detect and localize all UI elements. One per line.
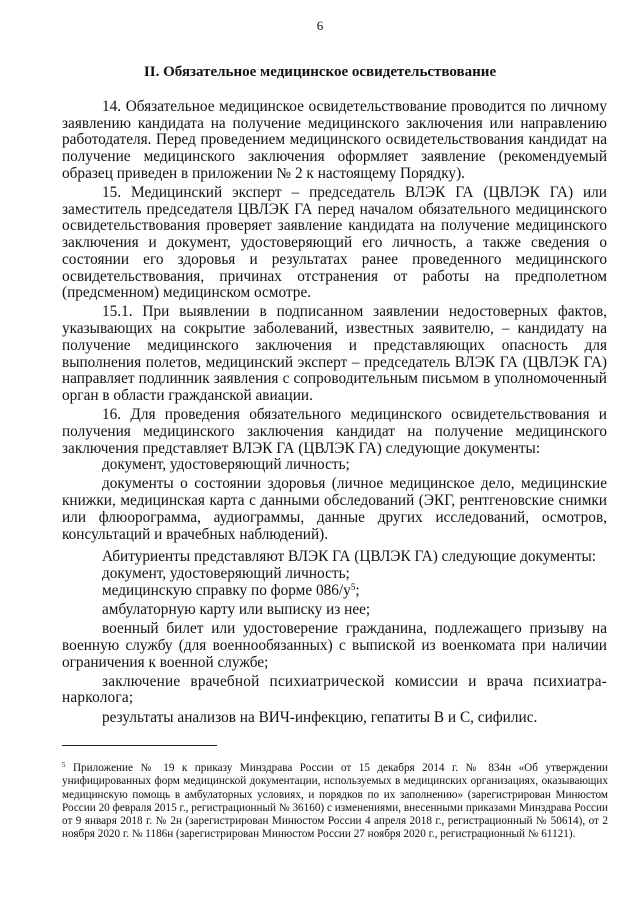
medical-certificate-punctuation: ; [355,581,360,599]
page-number: 6 [316,18,324,33]
list-item-medical-certificate [62,583,607,600]
medical-certificate-text: медицинскую справку по форме 086/у [102,581,351,599]
list-item-psychiatric-conclusion: заключение врачебной психиатрической комиссии и врача психиатра-нарколога; [62,672,607,707]
list-item-applicant-identity: документ, удостоверяющий личность; [102,564,350,582]
paragraph-14: 14. Обязательное медицинское освидетельствование проводится по личному заявлению кандидата на получение медицинского заключения или направлению работодателя. Перед проведением медицинского освидетельствования кандидат на получение медицинского заключения оформляет заявление (рекомендуемый образец приведен в приложении № 2 к настоящему Порядку). [62,98,607,182]
footnote-marker: 5 [62,761,66,769]
list-item-identity-document: документ, удостоверяющий личность; [102,456,350,474]
list-item-military-id: военный билет или удостоверение гражданина, подлежащего призыву на военную службу (для военнообязанных) с выпиской из военкомата при наличии ограничения к военной службе; [62,620,607,671]
footnote [62,762,608,842]
list-item-test-results: результаты анализов на ВИЧ-инфекцию, гепатиты В и С, сифилис. [102,708,538,726]
paragraph-15-1: 15.1. При выявлении в подписанном заявлении недостоверных фактов, указывающих на сокрытие заболеваний, известных заявителю, – кандидату на получение медицинского заключения и представляющих опасность для выполнения полетов, медицинский эксперт – председатель ВЛЭК ГА (ЦВЛЭК ГА) направляет подлинник заявления с сопроводительным письмом в уполномоченный орган в области гражданской авиации. [62,303,607,404]
footnote-reference: 5 [350,581,356,592]
footnote-text: Приложение № 19 к приказу Минздрава России от 15 декабря 2014 г. № 834н «Об утверждении унифицированных форм медицинской документации, используемых в медицинских организациях, оказывающих медицинскую помощь в амбулаторных условиях, и порядков по их заполнению» (зарегистрирован Минюстом России 20 февраля 2015 г., регистрационный № 36160) с изменениями, внесенными приказами Минздрава России от 9 января 2018 г. № 2н (зарегистрирован Минюстом России 4 апреля 2018 г., регистрационный № 50614), от 2 ноября 2020 г. № 1186н (зарегистрирован Минюстом России 27 ноября 2020 г., регистрационный № 61121). [62,762,608,841]
paragraph-16: 16. Для проведения обязательного медицинского освидетельствования и получения медицинского заключения кандидат на получение медицинского заключения представляет ВЛЭК ГА (ЦВЛЭК ГА) следующие документы: [62,406,607,457]
list-item-outpatient-card: амбулаторную карту или выписку из нее; [102,600,371,618]
body-text [62,99,607,726]
list-item-health-documents: документы о состоянии здоровья (личное медицинское дело, медицинские книжки, медицинская карта с данными обследований (ЭКГ, рентгеновские снимки или флюорограмма, аудиограммы, данные других исследований, осмотров, консультаций и врачебных наблюдений). [62,475,607,543]
footnote-divider [62,745,217,746]
section-heading: II. Обязательное медицинское освидетельствование [143,64,497,80]
paragraph-15: 15. Медицинский эксперт – председатель ВЛЭК ГА (ЦВЛЭК ГА) или заместитель председателя ЦВЛЭК ГА перед началом обязательного медицинского освидетельствования проверяет заявление кандидата на получение медицинского заключения и документ, удостоверяющий его личность, а также сведения о состоянии его здоровья и результатах ранее проведенного медицинского освидетельствования, причинах отстранения от работы на предполетном (предсменном) медицинском осмотре. [62,184,607,302]
paragraph-applicants: Абитуриенты представляют ВЛЭК ГА (ЦВЛЭК ГА) следующие документы: [102,548,597,566]
